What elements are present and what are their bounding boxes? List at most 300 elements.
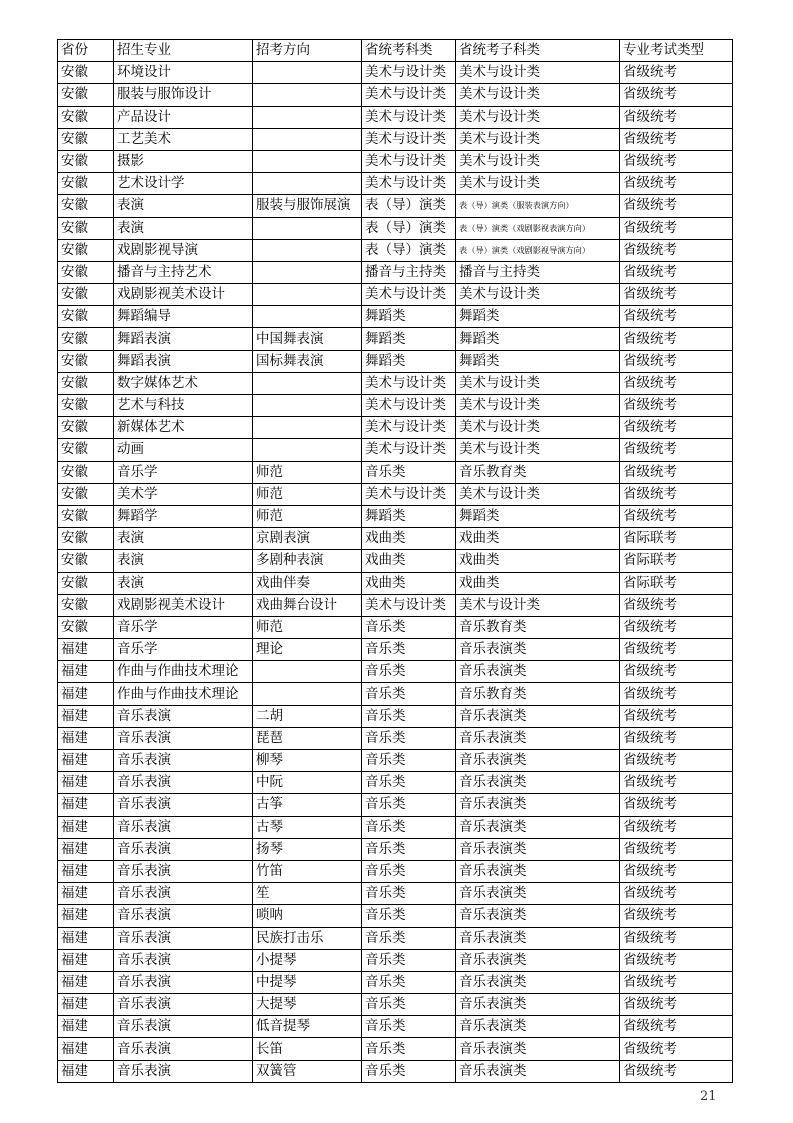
table-cell: 省级统考 — [620, 150, 733, 172]
table-cell: 省级统考 — [620, 372, 733, 394]
table-row — [58, 661, 733, 683]
table-row — [58, 639, 733, 661]
table-cell: 数字媒体艺术 — [114, 372, 253, 394]
table-cell: 舞蹈表演 — [114, 350, 253, 372]
table-cell: 美术与设计类 — [456, 173, 620, 195]
table-cell: 福建 — [58, 860, 114, 882]
table-cell: 省级统考 — [620, 195, 733, 217]
table-cell: 省级统考 — [620, 306, 733, 328]
table-cell: 省级统考 — [620, 461, 733, 483]
table-cell: 笙 — [253, 883, 362, 905]
table-row — [58, 683, 733, 705]
table-cell: 音乐表演类 — [456, 1038, 620, 1060]
table-cell: 安徽 — [58, 616, 114, 638]
table-row — [58, 794, 733, 816]
table-cell: 动画 — [114, 439, 253, 461]
table-cell: 美术学 — [114, 483, 253, 505]
table-cell — [253, 284, 362, 306]
table-cell: 音乐类 — [362, 639, 456, 661]
table-cell: 省级统考 — [620, 395, 733, 417]
table-cell: 美术与设计类 — [362, 483, 456, 505]
table-cell — [253, 106, 362, 128]
table-cell: 音乐表演类 — [456, 772, 620, 794]
table-cell: 福建 — [58, 727, 114, 749]
table-cell: 音乐类 — [362, 727, 456, 749]
table-cell: 表（导）演类 — [362, 239, 456, 261]
table-cell: 安徽 — [58, 550, 114, 572]
table-cell: 舞蹈类 — [456, 350, 620, 372]
table-cell: 播音与主持艺术 — [114, 261, 253, 283]
table-cell: 福建 — [58, 705, 114, 727]
table-cell: 美术与设计类 — [362, 128, 456, 150]
table-cell: 音乐类 — [362, 683, 456, 705]
table-cell: 省级统考 — [620, 794, 733, 816]
table-row — [58, 860, 733, 882]
table-cell: 服装与服饰展演 — [253, 195, 362, 217]
table-cell: 理论 — [253, 639, 362, 661]
table-cell: 戏曲类 — [362, 528, 456, 550]
table-row — [58, 62, 733, 84]
table-cell: 音乐类 — [362, 772, 456, 794]
table-cell: 音乐表演类 — [456, 816, 620, 838]
table-cell: 作曲与作曲技术理论 — [114, 661, 253, 683]
table-cell: 播音与主持类 — [456, 261, 620, 283]
table-cell: 安徽 — [58, 572, 114, 594]
table-cell: 舞蹈编导 — [114, 306, 253, 328]
table-cell: 二胡 — [253, 705, 362, 727]
table-cell: 福建 — [58, 816, 114, 838]
table-row — [58, 128, 733, 150]
table-cell: 舞蹈类 — [456, 328, 620, 350]
table-cell: 福建 — [58, 1038, 114, 1060]
table-cell: 音乐类 — [362, 616, 456, 638]
table-cell: 美术与设计类 — [362, 284, 456, 306]
table-row — [58, 483, 733, 505]
table-cell: 摄影 — [114, 150, 253, 172]
table-cell — [253, 261, 362, 283]
table-cell: 省级统考 — [620, 350, 733, 372]
table-row — [58, 328, 733, 350]
table-cell: 音乐表演 — [114, 772, 253, 794]
table-cell: 省级统考 — [620, 1016, 733, 1038]
table-cell: 戏曲舞台设计 — [253, 594, 362, 616]
table-cell: 音乐表演类 — [456, 727, 620, 749]
table-cell: 省级统考 — [620, 772, 733, 794]
table-cell: 大提琴 — [253, 994, 362, 1016]
table-row — [58, 971, 733, 993]
table-row — [58, 572, 733, 594]
table-cell: 省际联考 — [620, 550, 733, 572]
table-cell: 美术与设计类 — [456, 284, 620, 306]
table-cell: 安徽 — [58, 372, 114, 394]
table-cell: 音乐表演类 — [456, 838, 620, 860]
table-cell: 安徽 — [58, 505, 114, 527]
table-row — [58, 528, 733, 550]
table-cell: 表（导）演类 — [362, 217, 456, 239]
table-row — [58, 350, 733, 372]
table-cell: 师范 — [253, 483, 362, 505]
table-cell: 音乐表演 — [114, 927, 253, 949]
table-cell: 福建 — [58, 994, 114, 1016]
table-cell: 美术与设计类 — [456, 439, 620, 461]
table-cell: 音乐学 — [114, 639, 253, 661]
table-row — [58, 949, 733, 971]
table-cell: 福建 — [58, 750, 114, 772]
table-row — [58, 195, 733, 217]
table-cell: 音乐表演 — [114, 971, 253, 993]
table-cell: 表（导）演类（戏剧影视导演方向） — [456, 239, 620, 261]
table-cell: 美术与设计类 — [456, 150, 620, 172]
table-cell: 省级统考 — [620, 239, 733, 261]
table-cell: 柳琴 — [253, 750, 362, 772]
table-cell: 福建 — [58, 971, 114, 993]
table-cell: 美术与设计类 — [362, 173, 456, 195]
table-cell: 舞蹈类 — [362, 505, 456, 527]
table-cell: 戏曲类 — [456, 572, 620, 594]
table-cell: 扬琴 — [253, 838, 362, 860]
table-cell: 中国舞表演 — [253, 328, 362, 350]
table-cell: 琵琶 — [253, 727, 362, 749]
admissions-table — [57, 39, 733, 1083]
table-cell: 音乐类 — [362, 927, 456, 949]
table-cell: 音乐表演类 — [456, 927, 620, 949]
table-row — [58, 927, 733, 949]
table-cell: 福建 — [58, 772, 114, 794]
table-row — [58, 461, 733, 483]
table-cell: 安徽 — [58, 62, 114, 84]
table-cell: 音乐表演类 — [456, 971, 620, 993]
table-cell: 省级统考 — [620, 284, 733, 306]
table-cell: 省级统考 — [620, 927, 733, 949]
table-cell: 福建 — [58, 927, 114, 949]
table-cell: 艺术与科技 — [114, 395, 253, 417]
table-cell: 音乐表演 — [114, 1060, 253, 1082]
table-cell: 古筝 — [253, 794, 362, 816]
table-cell: 音乐表演 — [114, 727, 253, 749]
table-cell: 美术与设计类 — [362, 84, 456, 106]
table-cell — [253, 217, 362, 239]
table-cell: 安徽 — [58, 439, 114, 461]
table-cell: 音乐表演类 — [456, 949, 620, 971]
table-cell: 艺术设计学 — [114, 173, 253, 195]
table-cell: 舞蹈学 — [114, 505, 253, 527]
table-cell: 音乐表演类 — [456, 860, 620, 882]
table-row — [58, 883, 733, 905]
table-cell: 音乐表演类 — [456, 994, 620, 1016]
table-cell: 安徽 — [58, 528, 114, 550]
table-cell: 戏剧影视美术设计 — [114, 594, 253, 616]
table-cell: 播音与主持类 — [362, 261, 456, 283]
table-cell: 舞蹈类 — [362, 306, 456, 328]
table-cell: 安徽 — [58, 84, 114, 106]
table-cell: 福建 — [58, 683, 114, 705]
column-header: 省统考子科类 — [456, 40, 620, 62]
table-cell: 安徽 — [58, 128, 114, 150]
table-cell: 省际联考 — [620, 528, 733, 550]
table-cell: 美术与设计类 — [362, 439, 456, 461]
table-row — [58, 1060, 733, 1082]
table-cell: 小提琴 — [253, 949, 362, 971]
table-row — [58, 772, 733, 794]
table-row — [58, 84, 733, 106]
table-cell: 安徽 — [58, 195, 114, 217]
table-row — [58, 439, 733, 461]
table-cell: 省级统考 — [620, 62, 733, 84]
table-cell: 福建 — [58, 794, 114, 816]
table-body — [58, 40, 733, 1083]
table-cell: 音乐类 — [362, 905, 456, 927]
table-cell: 省级统考 — [620, 971, 733, 993]
table-cell: 多剧种表演 — [253, 550, 362, 572]
table-cell: 表（导）演类（戏剧影视表演方向） — [456, 217, 620, 239]
table-cell: 省级统考 — [620, 905, 733, 927]
table-cell: 音乐表演类 — [456, 661, 620, 683]
table-cell: 美术与设计类 — [456, 483, 620, 505]
table-cell: 音乐类 — [362, 1016, 456, 1038]
table-cell: 音乐表演 — [114, 905, 253, 927]
table-cell: 竹笛 — [253, 860, 362, 882]
table-row — [58, 106, 733, 128]
table-cell: 音乐表演 — [114, 860, 253, 882]
table-cell: 表演 — [114, 528, 253, 550]
table-cell: 中提琴 — [253, 971, 362, 993]
table-cell: 省级统考 — [620, 128, 733, 150]
table-cell: 美术与设计类 — [362, 417, 456, 439]
table-cell: 音乐类 — [362, 794, 456, 816]
table-cell: 音乐表演类 — [456, 639, 620, 661]
table-row — [58, 239, 733, 261]
table-cell: 省级统考 — [620, 439, 733, 461]
table-cell: 省级统考 — [620, 483, 733, 505]
table-cell: 省级统考 — [620, 727, 733, 749]
table-cell: 省级统考 — [620, 1060, 733, 1082]
table-row — [58, 705, 733, 727]
table-cell: 美术与设计类 — [362, 62, 456, 84]
table-cell: 省级统考 — [620, 261, 733, 283]
table-cell: 省级统考 — [620, 860, 733, 882]
table-cell: 美术与设计类 — [456, 62, 620, 84]
table-cell: 表演 — [114, 195, 253, 217]
table-cell: 低音提琴 — [253, 1016, 362, 1038]
table-row — [58, 150, 733, 172]
table-cell: 音乐表演类 — [456, 1060, 620, 1082]
table-cell: 省级统考 — [620, 328, 733, 350]
table-cell: 省级统考 — [620, 1038, 733, 1060]
table-cell: 安徽 — [58, 284, 114, 306]
table-cell: 音乐表演 — [114, 883, 253, 905]
table-cell: 安徽 — [58, 461, 114, 483]
table-cell: 舞蹈表演 — [114, 328, 253, 350]
table-cell: 唢呐 — [253, 905, 362, 927]
table-cell: 音乐教育类 — [456, 461, 620, 483]
table-cell: 美术与设计类 — [362, 372, 456, 394]
table-cell: 长笛 — [253, 1038, 362, 1060]
table-cell: 戏曲类 — [362, 572, 456, 594]
table-row — [58, 838, 733, 860]
table-cell: 省级统考 — [620, 173, 733, 195]
table-cell: 环境设计 — [114, 62, 253, 84]
table-cell: 安徽 — [58, 594, 114, 616]
table-cell: 省级统考 — [620, 994, 733, 1016]
table-cell: 师范 — [253, 616, 362, 638]
table-cell: 安徽 — [58, 173, 114, 195]
table-cell: 美术与设计类 — [456, 84, 620, 106]
table-cell: 省级统考 — [620, 594, 733, 616]
table-cell: 美术与设计类 — [362, 106, 456, 128]
table-cell: 美术与设计类 — [456, 106, 620, 128]
table-cell: 舞蹈类 — [456, 306, 620, 328]
table-cell: 安徽 — [58, 150, 114, 172]
table-row — [58, 727, 733, 749]
table-cell — [253, 62, 362, 84]
table-cell: 民族打击乐 — [253, 927, 362, 949]
table-cell: 安徽 — [58, 395, 114, 417]
table-cell — [253, 128, 362, 150]
table-cell: 省级统考 — [620, 616, 733, 638]
table-row — [58, 1038, 733, 1060]
table-cell — [253, 417, 362, 439]
table-cell: 音乐教育类 — [456, 683, 620, 705]
table-cell: 表演 — [114, 572, 253, 594]
table-cell: 音乐类 — [362, 1038, 456, 1060]
table-cell: 产品设计 — [114, 106, 253, 128]
table-cell: 省级统考 — [620, 661, 733, 683]
table-cell: 音乐表演类 — [456, 705, 620, 727]
table-cell: 省级统考 — [620, 883, 733, 905]
table-cell: 音乐教育类 — [456, 616, 620, 638]
table-cell: 舞蹈类 — [456, 505, 620, 527]
table-cell: 音乐表演 — [114, 949, 253, 971]
column-header: 招考方向 — [253, 40, 362, 62]
table-row — [58, 505, 733, 527]
table-cell: 省级统考 — [620, 750, 733, 772]
column-header: 专业考试类型 — [620, 40, 733, 62]
table-cell: 表（导）演类 — [362, 195, 456, 217]
table-cell: 音乐学 — [114, 616, 253, 638]
table-cell: 美术与设计类 — [362, 150, 456, 172]
table-cell — [253, 84, 362, 106]
table-cell: 省级统考 — [620, 639, 733, 661]
table-cell: 美术与设计类 — [456, 594, 620, 616]
table-cell: 福建 — [58, 661, 114, 683]
table-cell: 安徽 — [58, 350, 114, 372]
table-cell: 省级统考 — [620, 84, 733, 106]
table-cell: 音乐类 — [362, 994, 456, 1016]
page-number: 21 — [700, 1089, 717, 1104]
table-cell — [253, 661, 362, 683]
table-row — [58, 417, 733, 439]
table-cell: 舞蹈类 — [362, 350, 456, 372]
table-cell — [253, 306, 362, 328]
table-cell: 戏曲类 — [362, 550, 456, 572]
table-cell: 京剧表演 — [253, 528, 362, 550]
table-cell: 福建 — [58, 1060, 114, 1082]
table-cell: 音乐类 — [362, 1060, 456, 1082]
table-cell: 戏曲类 — [456, 550, 620, 572]
table-row — [58, 994, 733, 1016]
table-cell — [253, 239, 362, 261]
table-cell: 美术与设计类 — [362, 594, 456, 616]
table-cell: 安徽 — [58, 306, 114, 328]
table-cell — [253, 439, 362, 461]
table-cell: 福建 — [58, 949, 114, 971]
table-row — [58, 905, 733, 927]
table-cell: 表演 — [114, 217, 253, 239]
table-cell — [253, 372, 362, 394]
table-row — [58, 306, 733, 328]
table-cell: 音乐类 — [362, 971, 456, 993]
table-cell: 福建 — [58, 905, 114, 927]
table-cell — [253, 173, 362, 195]
table-cell: 安徽 — [58, 106, 114, 128]
table-cell: 安徽 — [58, 417, 114, 439]
table-row — [58, 616, 733, 638]
table-cell: 戏剧影视导演 — [114, 239, 253, 261]
table-cell: 音乐表演类 — [456, 883, 620, 905]
table-row — [58, 594, 733, 616]
table-cell: 音乐类 — [362, 838, 456, 860]
table-row — [58, 550, 733, 572]
table-cell: 福建 — [58, 838, 114, 860]
table-row — [58, 284, 733, 306]
table-cell: 省际联考 — [620, 572, 733, 594]
table-cell: 省级统考 — [620, 816, 733, 838]
table-cell: 省级统考 — [620, 505, 733, 527]
table-cell: 双簧管 — [253, 1060, 362, 1082]
table-row — [58, 372, 733, 394]
table-cell: 戏曲类 — [456, 528, 620, 550]
table-cell: 音乐表演类 — [456, 794, 620, 816]
table-cell: 音乐学 — [114, 461, 253, 483]
table-cell: 省级统考 — [620, 705, 733, 727]
table-cell: 国标舞表演 — [253, 350, 362, 372]
table-cell: 师范 — [253, 461, 362, 483]
table-cell — [253, 150, 362, 172]
table-cell: 戏剧影视美术设计 — [114, 284, 253, 306]
table-cell: 安徽 — [58, 328, 114, 350]
column-header: 招生专业 — [114, 40, 253, 62]
table-cell: 美术与设计类 — [456, 417, 620, 439]
table-cell: 音乐类 — [362, 816, 456, 838]
table-cell: 新媒体艺术 — [114, 417, 253, 439]
table-cell: 音乐表演 — [114, 816, 253, 838]
table-cell: 师范 — [253, 505, 362, 527]
table-cell: 安徽 — [58, 239, 114, 261]
column-header: 省统考科类 — [362, 40, 456, 62]
table-row — [58, 1016, 733, 1038]
table-cell: 省级统考 — [620, 106, 733, 128]
table-cell: 音乐类 — [362, 883, 456, 905]
table-cell: 古琴 — [253, 816, 362, 838]
table-cell: 省级统考 — [620, 949, 733, 971]
table-cell: 音乐表演类 — [456, 750, 620, 772]
table-row — [58, 395, 733, 417]
table-cell: 表（导）演类（服装表演方向） — [456, 195, 620, 217]
table-cell — [253, 395, 362, 417]
table-cell: 音乐类 — [362, 461, 456, 483]
table-cell: 音乐类 — [362, 750, 456, 772]
table-cell: 音乐表演 — [114, 750, 253, 772]
table-cell: 安徽 — [58, 261, 114, 283]
column-header: 省份 — [58, 40, 114, 62]
table-cell: 美术与设计类 — [456, 372, 620, 394]
table-cell: 服装与服饰设计 — [114, 84, 253, 106]
table-cell: 音乐类 — [362, 661, 456, 683]
table-cell: 美术与设计类 — [362, 395, 456, 417]
table-cell: 安徽 — [58, 217, 114, 239]
table-cell: 福建 — [58, 883, 114, 905]
table-cell: 省级统考 — [620, 417, 733, 439]
